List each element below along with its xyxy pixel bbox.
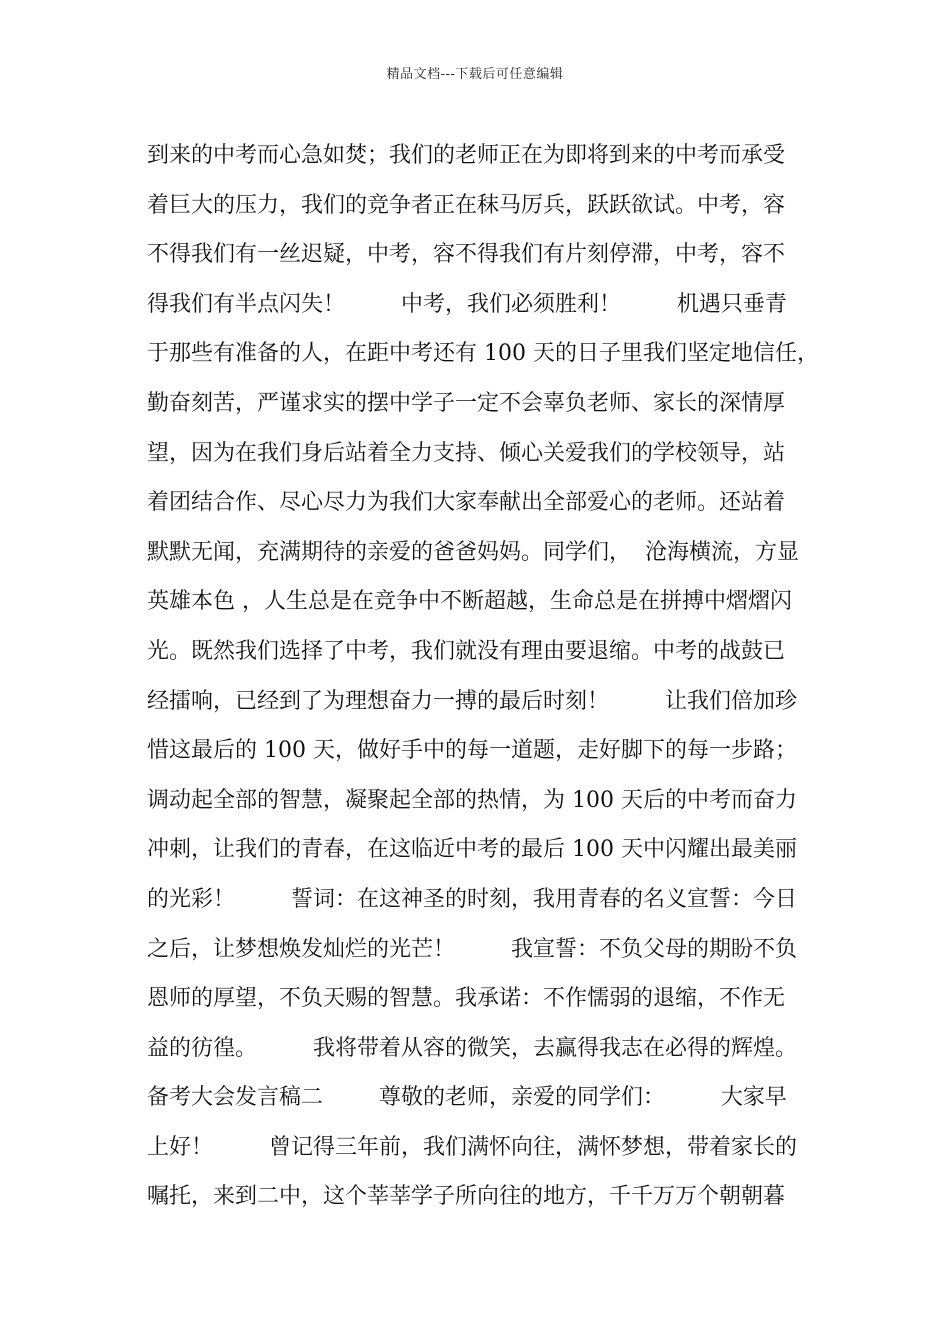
text-line: 着团结合作、尽心尽力为我们大家奉献出全部爱心的老师。还站着 xyxy=(147,490,786,516)
text-line: 冲刺，让我们的青春，在这临近中考的最后 100 天中闪耀出最美丽 xyxy=(147,837,797,863)
text-line: 益的彷徨。 我将带着从容的微笑，去赢得我志在必得的辉煌。 xyxy=(147,1035,797,1061)
text-line: 恩师的厚望，不负天赐的智慧。我承诺：不作懦弱的退缩，不作无 xyxy=(147,986,786,1012)
text-line: 光。既然我们选择了中考，我们就没有理由要退缩。中考的战鼓已 xyxy=(147,638,786,664)
document-body xyxy=(147,131,827,1222)
text-line: 默默无闻，充满期待的亲爱的爸爸妈妈。同学们， 沧海横流，方显 xyxy=(147,539,799,565)
text-line: 勤奋刻苦，严谨求实的摆中学子一定不会辜负老师、家长的深情厚 xyxy=(147,390,786,416)
text-line: 惜这最后的 100 天，做好手中的每一道题，走好脚下的每一步路； xyxy=(147,738,797,764)
page-header: 精品文档---下载后可任意编辑 xyxy=(386,67,564,82)
text-line: 于那些有准备的人，在距中考还有 100 天的日子里我们坚定地信任， xyxy=(147,341,819,367)
text-line: 得我们有半点闪失！ 中考，我们必须胜利！ 机遇只垂青 xyxy=(147,291,787,317)
text-line: 嘱托，来到二中，这个莘莘学子所向往的地方，千千万万个朝朝暮 xyxy=(147,1184,786,1210)
text-line: 英雄本色 ，人生总是在竞争中不断超越，生命总是在拼搏中熠熠闪 xyxy=(147,589,792,615)
text-line: 不得我们有一丝迟疑，中考，容不得我们有片刻停滞，中考，容不 xyxy=(147,242,786,268)
text-line: 的光彩！ 誓词：在这神圣的时刻，我用青春的名义宣誓：今日 xyxy=(147,886,797,912)
text-line: 望，因为在我们身后站着全力支持、倾心关爱我们的学校领导，站 xyxy=(147,440,786,466)
text-line: 备考大会发言稿二 尊敬的老师，亲爱的同学们： 大家早 xyxy=(147,1085,787,1111)
text-line: 调动起全部的智慧，凝聚起全部的热情，为 100 天后的中考而奋力 xyxy=(147,787,797,813)
text-line: 到来的中考而心急如焚；我们的老师正在为即将到来的中考而承受 xyxy=(147,143,786,168)
text-line: 之后，让梦想焕发灿烂的光芒！ 我宣誓：不负父母的期盼不负 xyxy=(147,936,797,962)
text-line: 上好！ 曾记得三年前，我们满怀向往，满怀梦想，带着家长的 xyxy=(147,1134,797,1160)
text-line: 着巨大的压力，我们的竞争者正在秣马厉兵，跃跃欲试。中考，容 xyxy=(147,192,786,218)
text-line: 经擂响，已经到了为理想奋力一搏的最后时刻！ 让我们倍加珍 xyxy=(147,688,797,714)
